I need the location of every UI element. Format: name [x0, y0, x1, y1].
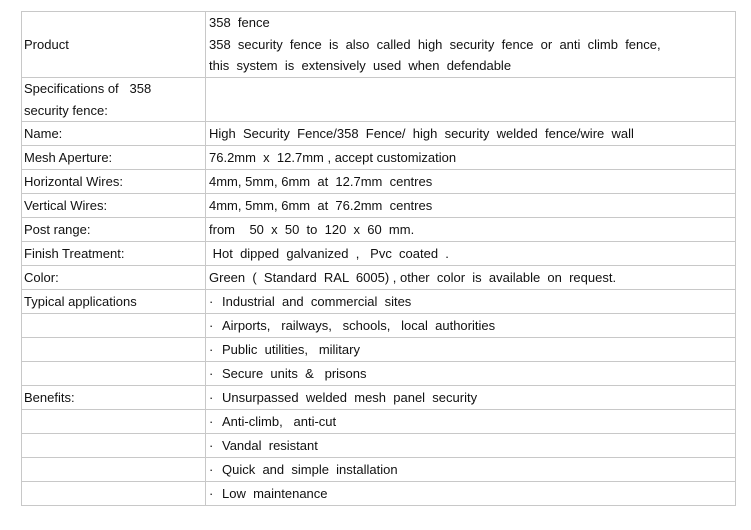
row-label: Product	[22, 12, 206, 78]
row-label	[22, 458, 206, 482]
row-value	[206, 12, 736, 78]
table-row	[22, 242, 736, 266]
value-line: 358 security fence is also called high security fence or anti climb fence,	[209, 36, 661, 52]
list-item: Airports, railways, schools, local authorities	[222, 318, 496, 333]
row-label: Typical applications	[22, 290, 206, 314]
row-label: Horizontal Wires:	[22, 170, 206, 194]
row-label	[22, 434, 206, 458]
row-value: from 50 x 50 to 120 x 60 mm.	[206, 218, 736, 242]
table-row	[22, 194, 736, 218]
table-row	[22, 12, 736, 78]
table-row	[22, 482, 736, 506]
list-item: Quick and simple installation	[222, 462, 398, 477]
row-label	[22, 78, 206, 122]
table-row	[22, 266, 736, 290]
table-row	[22, 410, 736, 434]
bullet-icon: ·	[209, 486, 214, 501]
bullet-icon: ·	[209, 294, 214, 309]
row-label: Benefits:	[22, 386, 206, 410]
bullet-icon: ·	[209, 414, 214, 429]
row-value: 76.2mm x 12.7mm , accept customization	[206, 146, 736, 170]
row-value: 4mm, 5mm, 6mm at 76.2mm centres	[206, 194, 736, 218]
row-value: Hot dipped galvanized , Pvc coated .	[206, 242, 736, 266]
value-line: 358 fence	[209, 15, 270, 31]
value-line: this system is extensively used when defendable	[209, 58, 512, 74]
list-item: Anti-climb, anti-cut	[222, 414, 337, 429]
table-row	[22, 218, 736, 242]
table-row	[22, 314, 736, 338]
row-label	[22, 314, 206, 338]
bullet-icon: ·	[209, 390, 214, 405]
row-value	[206, 78, 736, 122]
row-value	[206, 362, 736, 386]
row-label	[22, 338, 206, 362]
row-value	[206, 386, 736, 410]
row-value: Green ( Standard RAL 6005) , other color is available on request.	[206, 266, 736, 290]
row-label: Finish Treatment:	[22, 242, 206, 266]
list-item: Unsurpassed welded mesh panel security	[222, 390, 478, 405]
row-label: Name:	[22, 122, 206, 146]
label-line: Specifications of 358	[24, 81, 152, 96]
row-label	[22, 362, 206, 386]
list-item: Vandal resistant	[222, 438, 318, 453]
list-item: Industrial and commercial sites	[222, 294, 412, 309]
bullet-icon: ·	[209, 366, 214, 381]
table-row	[22, 458, 736, 482]
table-row	[22, 170, 736, 194]
bullet-icon: ·	[209, 318, 214, 333]
row-label: Post range:	[22, 218, 206, 242]
row-value	[206, 290, 736, 314]
row-value: 4mm, 5mm, 6mm at 12.7mm centres	[206, 170, 736, 194]
row-label: Color:	[22, 266, 206, 290]
table-row	[22, 434, 736, 458]
spec-table	[21, 11, 736, 506]
table-row	[22, 362, 736, 386]
table-row	[22, 338, 736, 362]
bullet-icon: ·	[209, 342, 214, 357]
row-value	[206, 482, 736, 506]
row-value	[206, 314, 736, 338]
table-row	[22, 146, 736, 170]
bullet-icon: ·	[209, 438, 214, 453]
bullet-icon: ·	[209, 462, 214, 477]
row-value	[206, 458, 736, 482]
table-row	[22, 122, 736, 146]
row-label: Vertical Wires:	[22, 194, 206, 218]
table-row	[22, 78, 736, 122]
row-value	[206, 410, 736, 434]
row-value: High Security Fence/358 Fence/ high security welded fence/wire wall	[206, 122, 736, 146]
list-item: Low maintenance	[222, 486, 328, 501]
table-row	[22, 290, 736, 314]
row-label	[22, 482, 206, 506]
list-item: Public utilities, military	[222, 342, 360, 357]
list-item: Secure units & prisons	[222, 366, 367, 381]
row-value	[206, 338, 736, 362]
row-value	[206, 434, 736, 458]
label-line: security fence:	[24, 102, 108, 118]
row-label: Mesh Aperture:	[22, 146, 206, 170]
row-label	[22, 410, 206, 434]
table-row	[22, 386, 736, 410]
